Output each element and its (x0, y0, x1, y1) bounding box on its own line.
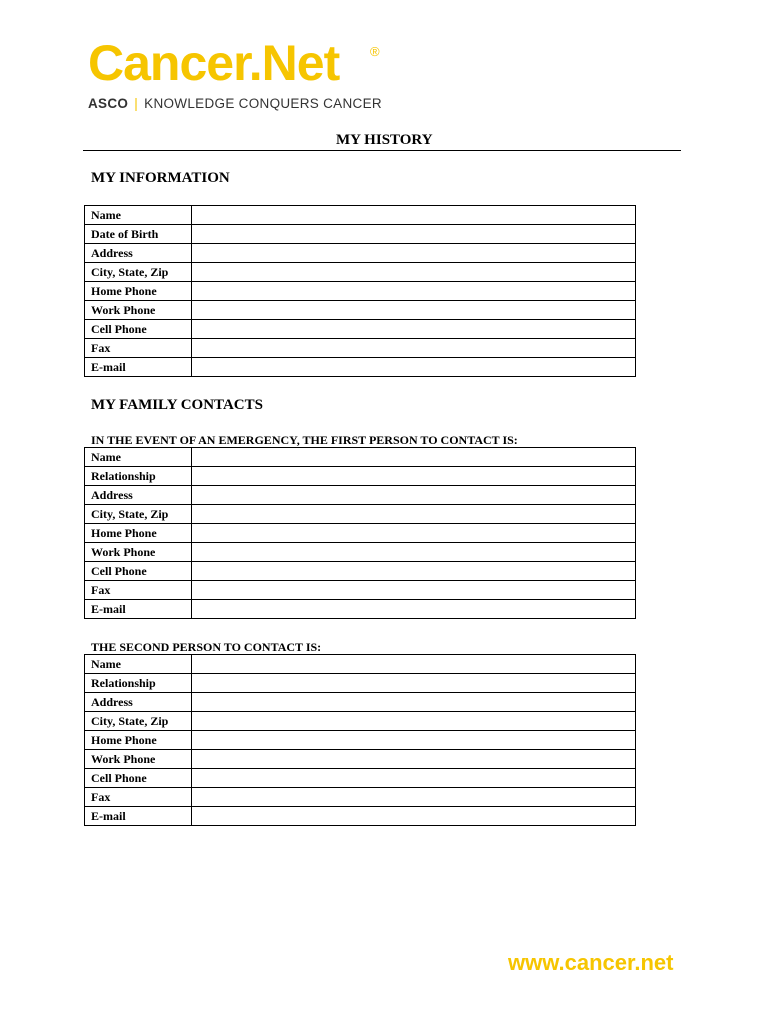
table-row (85, 244, 636, 263)
asco-label: ASCO (88, 96, 129, 111)
table-row (85, 282, 636, 301)
field-label: Fax (85, 788, 192, 807)
field-label: Relationship (85, 674, 192, 693)
field-label: Cell Phone (85, 769, 192, 788)
field-label: Fax (85, 581, 192, 600)
table-row (85, 320, 636, 339)
field-label: Home Phone (85, 282, 192, 301)
table-row (85, 524, 636, 543)
first-contact-subheading: IN THE EVENT OF AN EMERGENCY, THE FIRST PERSON TO CONTACT IS: (91, 433, 518, 447)
field-label: Fax (85, 339, 192, 358)
field-label: City, State, Zip (85, 263, 192, 282)
table-row (85, 581, 636, 600)
field-input[interactable] (192, 301, 636, 320)
footer-url: www.cancer.net (508, 950, 674, 975)
field-input[interactable] (192, 358, 636, 377)
table-row (85, 655, 636, 674)
table-row (85, 486, 636, 505)
field-input[interactable] (192, 206, 636, 225)
registered-mark: ® (370, 44, 380, 59)
field-label: Home Phone (85, 731, 192, 750)
table-row (85, 731, 636, 750)
field-label: Name (85, 655, 192, 674)
field-label: Name (85, 448, 192, 467)
table-row (85, 712, 636, 731)
table-row (85, 600, 636, 619)
field-input[interactable] (192, 807, 636, 826)
field-input[interactable] (192, 655, 636, 674)
table-row (85, 505, 636, 524)
table-row (85, 807, 636, 826)
logo-separator: | (134, 96, 139, 111)
field-input[interactable] (192, 263, 636, 282)
second-contact-subheading: THE SECOND PERSON TO CONTACT IS: (91, 640, 322, 654)
field-label: Relationship (85, 467, 192, 486)
table-row (85, 769, 636, 788)
field-input[interactable] (192, 788, 636, 807)
field-label: Work Phone (85, 543, 192, 562)
cancer-net-logo (88, 35, 382, 111)
table-row (85, 358, 636, 377)
title-rule (83, 150, 681, 151)
field-label: Address (85, 486, 192, 505)
field-label: E-mail (85, 358, 192, 377)
my-information-heading: MY INFORMATION (91, 170, 230, 186)
field-input[interactable] (192, 225, 636, 244)
first-contact-table (84, 447, 636, 619)
table-row (85, 788, 636, 807)
my-information-table (84, 205, 636, 377)
table-row (85, 448, 636, 467)
table-row (85, 543, 636, 562)
field-input[interactable] (192, 524, 636, 543)
field-input[interactable] (192, 543, 636, 562)
field-input[interactable] (192, 562, 636, 581)
field-input[interactable] (192, 731, 636, 750)
field-input[interactable] (192, 505, 636, 524)
table-row (85, 750, 636, 769)
field-label: Address (85, 693, 192, 712)
field-input[interactable] (192, 769, 636, 788)
family-contacts-heading: MY FAMILY CONTACTS (91, 397, 263, 413)
field-input[interactable] (192, 486, 636, 505)
tagline-text: KNOWLEDGE CONQUERS CANCER (144, 96, 382, 111)
field-label: Name (85, 206, 192, 225)
field-input[interactable] (192, 581, 636, 600)
table-row (85, 674, 636, 693)
field-input[interactable] (192, 674, 636, 693)
table-row (85, 263, 636, 282)
field-label: E-mail (85, 600, 192, 619)
logo-wordmark: Cancer.Net (88, 35, 340, 91)
field-label: Date of Birth (85, 225, 192, 244)
field-input[interactable] (192, 448, 636, 467)
field-label: Address (85, 244, 192, 263)
field-input[interactable] (192, 693, 636, 712)
field-input[interactable] (192, 712, 636, 731)
table-row (85, 562, 636, 581)
table-row (85, 693, 636, 712)
field-label: City, State, Zip (85, 712, 192, 731)
field-input[interactable] (192, 600, 636, 619)
table-row (85, 206, 636, 225)
field-label: City, State, Zip (85, 505, 192, 524)
field-label: Work Phone (85, 750, 192, 769)
table-row (85, 225, 636, 244)
field-label: Cell Phone (85, 562, 192, 581)
field-input[interactable] (192, 750, 636, 769)
table-row (85, 301, 636, 320)
table-row (85, 339, 636, 358)
field-input[interactable] (192, 339, 636, 358)
page-title: MY HISTORY (336, 132, 433, 148)
field-label: Home Phone (85, 524, 192, 543)
field-input[interactable] (192, 244, 636, 263)
field-label: Work Phone (85, 301, 192, 320)
field-input[interactable] (192, 320, 636, 339)
field-label: Cell Phone (85, 320, 192, 339)
field-input[interactable] (192, 467, 636, 486)
table-row (85, 467, 636, 486)
field-input[interactable] (192, 282, 636, 301)
logo-tagline (88, 96, 382, 111)
field-label: E-mail (85, 807, 192, 826)
second-contact-table (84, 654, 636, 826)
